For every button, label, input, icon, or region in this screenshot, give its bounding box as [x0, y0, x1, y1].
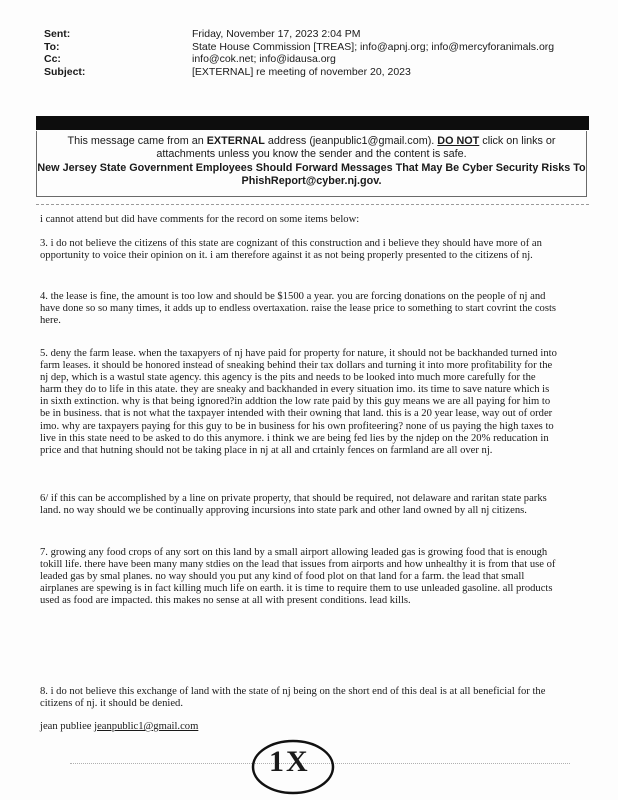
comment-item-7: 7. growing any food crops of any sort on this land by a small airport allowing leaded gas is growing food that is enough tokill life. there have been many many stdies on the lead that issues from airports and how unhealthy it is from that use of leaded gas by smal planes. no way should you put any kind of food plot on that land for a farm. the lead that small airplanes are spewing is in fact killing much life on earth. it is time to require them to use unleaded gasoline. all products used as food are impacted. this makes no sense at all with present conditions. lead kills. — [40, 547, 556, 607]
subject-value: [EXTERNAL] re meeting of november 20, 2023 — [192, 65, 411, 78]
cc-row — [44, 53, 604, 66]
sent-label: Sent: — [44, 28, 71, 40]
email-header — [44, 28, 604, 78]
separator-rule — [36, 204, 589, 205]
comment-item-3: 3. i do not believe the citizens of this state are cognizant of this construction and i believe they should have more of an opportunity to voice their opinion on it. i am therefore against it as not being properly presented to the citizens of nj. — [40, 238, 542, 262]
warning-do-not: DO NOT — [437, 135, 480, 147]
comment-item-5: 5. deny the farm lease. when the taxapyers of nj have paid for property for nature, it should not be backhanded turned into farm leases. it should be honored instead of sneaking behind their tax dollars and turning it into more profitability for the nj dep, which is a wastul state agency. this agency is the pits and needs to be looked into much more carefully for the harm they do to life in this atate. they are sneaky and backhanded in every situation imo. its time to save nature which is in sixth extinction. why is that being ignored?in addtion the low rate paid by this guy means we are all paying for him to be in business. that is not what the taxpayer intended with their owning that land. this is a 20 year lease, way out of order imo. why are taxpayers paying for this guy to be in business for his own profiteering? none of us paying the high taxes to live in this state need to be asked to do this anymore. i think we are being fed lies by the njdep on the 20% reducation in price and that hutning should not be taking place in nj at all and crtainly fences on farmland are all over nj. — [40, 348, 557, 456]
cc-value: info@cok.net; info@idausa.org — [192, 53, 336, 66]
intro-paragraph: i cannot attend but did have comments for the record on some items below: — [40, 214, 360, 225]
warning-text-e: click on links or — [479, 135, 556, 147]
warning-external-word: EXTERNAL — [206, 135, 265, 147]
signature-name: jean publiee — [40, 721, 95, 732]
external-warning-box — [36, 131, 587, 197]
to-label: To: — [44, 40, 60, 53]
to-row — [44, 41, 604, 54]
warning-line-2: attachments unless you know the sender and the content is safe. — [156, 148, 467, 161]
sent-row — [44, 28, 604, 41]
comment-item-4: 4. the lease is fine, the amount is too low and should be $1500 a year. you are forcing donations on the people of nj and have done so so many times, it adds up to endless overtaxation. raise the lease price to something to start covrint the costs here. — [40, 291, 557, 327]
warning-text-a: This message came from an — [67, 135, 207, 147]
comment-item-8: 8. i do not believe this exchange of land with the state of nj being on the short end of this deal is at all beneficial for the citizens of nj. it should be denied. — [40, 686, 546, 710]
stamp-text: 1X — [269, 745, 310, 778]
warning-line-1 — [37, 135, 586, 148]
cc-label: Cc: — [44, 53, 61, 66]
warning-line-4: PhishReport@cyber.nj.gov. — [241, 175, 382, 188]
sent-value: Friday, November 17, 2023 2:04 PM — [192, 28, 361, 40]
signature-email-link[interactable]: jeanpublic1@gmail.com — [94, 721, 199, 732]
to-value: State House Commission [TREAS]; info@apnj.org; info@mercyforanimals.org — [192, 40, 555, 53]
comment-item-6: 6/ if this can be accomplished by a line on private property, that should be required, not delaware and raritan state parks land. no way should we be continually approving incursions into state park and other land owned by all nj citizens. — [40, 493, 547, 517]
subject-label: Subject: — [44, 65, 86, 78]
subject-row — [44, 66, 604, 79]
external-banner-bar — [36, 116, 589, 130]
warning-line-3: New Jersey State Government Employees Should Forward Messages That May Be Cyber Security Risks To — [37, 161, 586, 174]
handwritten-stamp — [247, 735, 339, 797]
signature — [40, 721, 198, 733]
warning-text-c: address (jeanpublic1@gmail.com). — [264, 135, 438, 147]
